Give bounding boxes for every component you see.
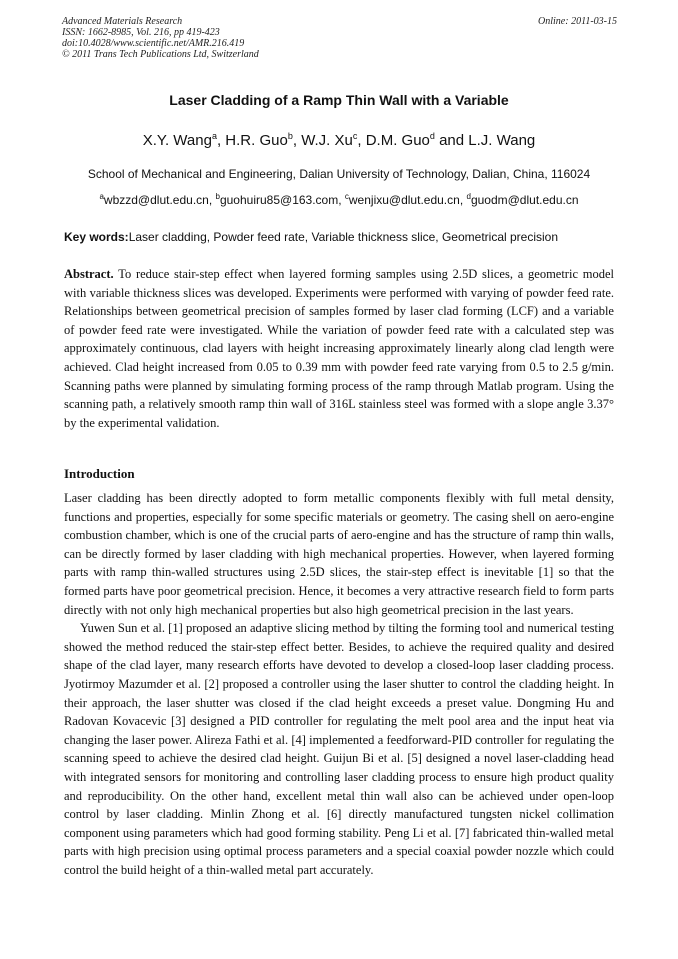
abstract-section <box>64 265 614 432</box>
email-address[interactable]: wenjixu@dlut.edu.cn <box>348 193 460 207</box>
author-name: X.Y. Wang <box>142 132 212 149</box>
online-date: Online: 2011-03-15 <box>538 16 617 27</box>
email-address[interactable]: wbzzd@dlut.edu.cn <box>103 193 209 207</box>
author-list: X.Y. Wang$^a$, H.R. Guo$^b$, W.J. Xu$^c$, D.M. Guo$^d$ and L.J. Wang <box>142 131 536 149</box>
abstract-text: To reduce stair-step effect when layered forming samples using 2.5D slices, a geometric model with variable thickness slices was developed. Experiments were performed with varying of powder feed rate. Relationships between geometrical precision of samples formed by laser clad forming (LCF) and a variable of powder feed rate were investigated. While the variation of powder feed rate with a calculated step was approximately continuous, clad layers with height increasing approximately linearly along clad length were achieved. Clad height increased from 0.05 to 0.39 mm with powder feed rate varying from 0.5 to 2.5 g/min. Scanning paths were planned by simulating forming process of the ramp through Matlab program. Using the scanning path, a relatively smooth ramp thin wall of 316L stainless steel was formed with a slope angle 3.37° by the experimental validation. <box>64 267 615 430</box>
doi-line: doi:10.4028/www.scientific.net/AMR.216.419 <box>62 38 245 49</box>
issn-line: ISSN: 1662-8985, Vol. 216, pp 419-423 <box>62 27 220 38</box>
email-address[interactable]: guodm@dlut.edu.cn <box>470 193 579 207</box>
affiliation: School of Mechanical and Engineering, Dalian University of Technology, Dalian, China, 116024 <box>87 167 591 181</box>
author-name: H.R. Guo <box>225 132 288 149</box>
email-sup: b <box>215 192 220 201</box>
author-sup: c <box>352 131 358 141</box>
keywords-line <box>64 230 614 244</box>
keywords-text: Laser cladding, Powder feed rate, Variable thickness slice, Geometrical precision <box>128 230 559 244</box>
intro-paragraph: Laser cladding has been directly adopted to form metallic components flexibly with full metal density, functions and properties, especially for some specific materials or geometry. The casing shell on aero-engine combustion chamber, which is one of the crucial parts of aero-engine and has the structure of ramp thin walls, can be directly formed by laser cladding with high mechanical properties. However, when layered forming parts with ramp thin-walled structures using 2.5D slices, the stair-step effect is inevitable [1] so that the formed parts have poor geometrical precision. Hence, it becomes a very attractive research field to form parts directly with not only high mechanical properties but also high geometrical precision in the last years. <box>64 491 614 617</box>
email-sup: d <box>466 192 471 201</box>
journal-header <box>62 16 617 60</box>
paper-title: Laser Cladding of a Ramp Thin Wall with a Variable <box>169 92 509 108</box>
author-name: D.M. Guo <box>365 132 430 149</box>
email-address[interactable]: guohuiru85@163.com <box>219 193 339 207</box>
abstract-label: Abstract. <box>64 267 114 281</box>
email-sup: a <box>99 192 104 201</box>
introduction-section <box>64 489 614 879</box>
author-sup: a <box>211 131 217 141</box>
keywords-label: Key words: <box>64 230 129 244</box>
author-name: L.J. Wang <box>468 132 536 149</box>
email-sup: c <box>344 192 349 201</box>
copyright-line: © 2011 Trans Tech Publications Ltd, Switzerland <box>62 49 259 60</box>
author-name: W.J. Xu <box>301 132 353 149</box>
journal-name: Advanced Materials Research <box>62 16 183 27</box>
intro-paragraph: Yuwen Sun et al. [1] proposed an adaptive slicing method by tilting the forming tool and numerical testing showed the method reduced the stair-step effect better. Besides, to achieve the required quality and desired shape of the clad layer, many research efforts have devoted to develop a closed-loop laser cladding process. Jyotirmoy Mazumder et al. [2] proposed a controller using the laser shutter to control the cladding height. In their approach, the laser shutter was closed if the clad height exceeds a preset value. Dongming Hu and Radovan Kovacevic [3] designed a PID controller for regulating the melt pool area and the input heat via changing the laser power. Alireza Fathi et al. [4] implemented a feedforward-PID controller for regulating the scanning speed to achieve the desired clad height. Guijun Bi et al. [5] designed a novel laser-cladding head with integrated sensors for monitoring and controlling laser cladding process to ensure high product quality and reproducibility. On the other hand, excellent metal thin wall also can be achieved under open-loop control by laser cladding. Minlin Zhong et al. [6] directly manufactured tungsten nickel collimation component using parameters which had good forming stability. Peng Li et al. [7] fabricated thin-walled metal parts with high precision using optimal process parameters and a special coaxial powder nozzle which could control the build height of a thin-walled metal part accurately. <box>64 621 614 877</box>
email-list: $^a$wbzzd@dlut.edu.cn, $^b$guohuiru85@163.com, $^c$wenjixu@dlut.edu.cn, $^d$guodm@dlut.edu.cn <box>99 192 579 207</box>
introduction-heading: Introduction <box>64 466 135 481</box>
author-sup: b <box>287 131 293 141</box>
author-sup: d <box>429 131 435 141</box>
